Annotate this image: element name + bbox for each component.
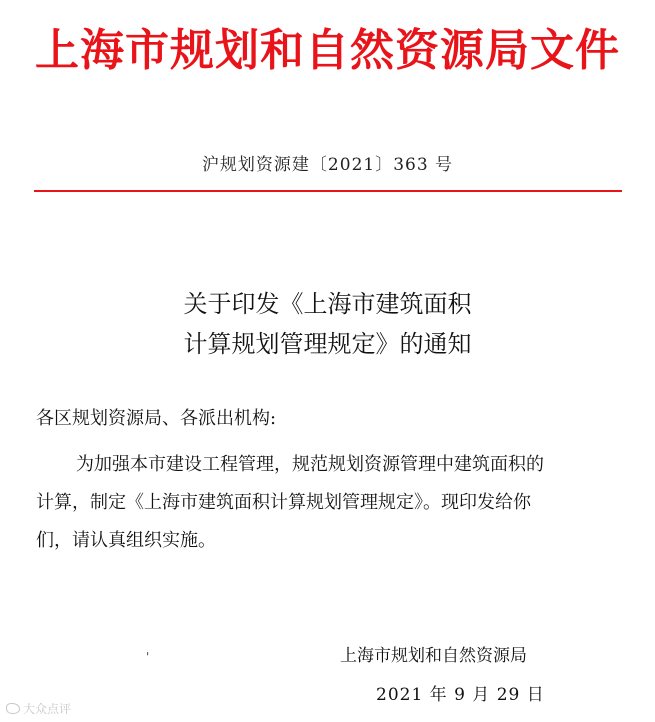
watermark-logo-icon xyxy=(6,703,20,714)
body-line: 们，请认真组织实施。 xyxy=(36,530,216,551)
watermark-text: 大众点评 xyxy=(23,702,72,716)
watermark xyxy=(6,700,71,717)
red-divider xyxy=(34,190,622,192)
notice-title-line: 关于印发《上海市建筑面积 xyxy=(183,290,472,318)
body-line: 计算，制定《上海市建筑面积计算规划管理规定》。现印发给你 xyxy=(36,492,531,513)
salutation: 各区规划资源局、各派出机构: xyxy=(36,408,277,429)
issue-date: 2021 年 9 月 29 日 xyxy=(376,685,545,705)
body-paragraph xyxy=(36,446,626,560)
signature-issuer: 上海市规划和自然资源局 xyxy=(340,646,527,666)
notice-title xyxy=(0,284,655,364)
body-line: 为加强本市建设工程管理，规范规划资源管理中建筑面积的 xyxy=(76,454,544,475)
stray-mark: ' xyxy=(146,650,150,664)
notice-title-line: 计算规划管理规定》的通知 xyxy=(183,330,472,358)
issuer-title: 上海市规划和自然资源局文件 xyxy=(35,25,620,76)
document-number: 沪规划资源建〔2021〕363 号 xyxy=(201,155,454,175)
